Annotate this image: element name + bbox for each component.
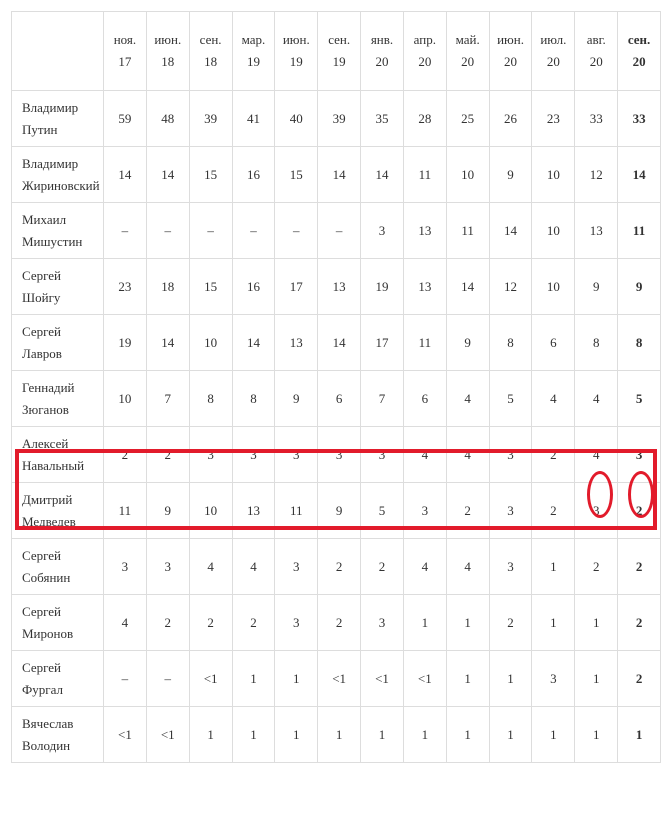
rating-value: –	[104, 203, 147, 259]
rating-value: 4	[532, 371, 575, 427]
rating-value: 4	[189, 539, 232, 595]
rating-value: 10	[532, 203, 575, 259]
rating-value: 14	[232, 315, 275, 371]
rating-value: 14	[318, 315, 361, 371]
rating-value: 9	[446, 315, 489, 371]
month-header	[318, 12, 361, 91]
person-name	[12, 203, 104, 259]
month-label: сен.	[199, 32, 222, 47]
first-name: Сергей	[22, 267, 61, 283]
month-header	[104, 12, 147, 91]
year-label: 19	[332, 54, 346, 69]
table-row	[12, 651, 661, 707]
rating-value: 1	[275, 707, 318, 763]
rating-value: –	[104, 651, 147, 707]
rating-value: 6	[318, 371, 361, 427]
rating-value: 3	[361, 595, 404, 651]
rating-value: 14	[104, 147, 147, 203]
rating-value: 4	[575, 427, 618, 483]
year-label: 20	[546, 54, 560, 69]
rating-value: 12	[489, 259, 532, 315]
first-name: Владимир	[22, 99, 79, 115]
month-label: июн.	[497, 32, 524, 47]
rating-value: –	[189, 203, 232, 259]
rating-value: 4	[446, 539, 489, 595]
rating-value: 3	[532, 651, 575, 707]
rating-value: 3	[318, 427, 361, 483]
rating-value: –	[146, 203, 189, 259]
rating-value: –	[318, 203, 361, 259]
rating-value: 10	[189, 315, 232, 371]
rating-value: 17	[361, 315, 404, 371]
table-row	[12, 539, 661, 595]
rating-value: 9	[275, 371, 318, 427]
rating-value: 2	[146, 427, 189, 483]
rating-value: 1	[232, 651, 275, 707]
year-label: 20	[632, 54, 646, 69]
rating-value: 11	[403, 147, 446, 203]
rating-value: 40	[275, 91, 318, 147]
last-name: Собянин	[22, 569, 71, 585]
rating-value: 48	[146, 91, 189, 147]
person-name	[12, 595, 104, 651]
rating-value: 1	[446, 595, 489, 651]
rating-value: 1	[446, 651, 489, 707]
year-label: 18	[161, 54, 175, 69]
rating-table	[11, 11, 661, 763]
rating-value: 4	[446, 427, 489, 483]
first-name: Вячеслав	[22, 715, 74, 731]
rating-value: 13	[403, 259, 446, 315]
last-name: Шойгу	[22, 289, 61, 305]
rating-value: 2	[489, 595, 532, 651]
rating-value: 19	[361, 259, 404, 315]
month-header	[446, 12, 489, 91]
rating-value: <1	[146, 707, 189, 763]
rating-value: 33	[575, 91, 618, 147]
rating-value: 23	[532, 91, 575, 147]
rating-value: 14	[361, 147, 404, 203]
rating-value: 5	[489, 371, 532, 427]
person-name	[12, 651, 104, 707]
rating-value: 8	[189, 371, 232, 427]
rating-value: 4	[403, 427, 446, 483]
month-label: июн.	[282, 32, 310, 47]
year-label: 18	[204, 54, 218, 69]
table-body	[12, 91, 661, 763]
rating-value: 14	[318, 147, 361, 203]
rating-value: 1	[446, 707, 489, 763]
rating-value: 10	[446, 147, 489, 203]
year-label: 20	[589, 54, 603, 69]
month-label: май.	[455, 32, 480, 47]
rating-value: 14	[489, 203, 532, 259]
year-label: 19	[289, 54, 303, 69]
rating-value: 11	[618, 203, 661, 259]
last-name: Фургал	[22, 681, 63, 697]
month-header	[489, 12, 532, 91]
month-header	[403, 12, 446, 91]
person-name	[12, 371, 104, 427]
rating-value: 2	[189, 595, 232, 651]
rating-value: <1	[403, 651, 446, 707]
year-label: 20	[375, 54, 389, 69]
rating-value: 1	[575, 707, 618, 763]
rating-value: 7	[361, 371, 404, 427]
rating-value: 1	[318, 707, 361, 763]
rating-value: –	[232, 203, 275, 259]
rating-value: 16	[232, 147, 275, 203]
rating-value: 14	[618, 147, 661, 203]
rating-value: 9	[318, 483, 361, 539]
rating-value: 2	[318, 539, 361, 595]
rating-value: 15	[189, 259, 232, 315]
rating-value: <1	[104, 707, 147, 763]
rating-value: 3	[575, 483, 618, 539]
year-label: 19	[246, 54, 260, 69]
rating-value: 2	[618, 595, 661, 651]
rating-value: 3	[275, 595, 318, 651]
rating-value: 3	[361, 203, 404, 259]
rating-value: 3	[275, 539, 318, 595]
rating-value: 13	[403, 203, 446, 259]
rating-value: 10	[532, 147, 575, 203]
last-name: Володин	[22, 737, 71, 753]
rating-value: 14	[146, 315, 189, 371]
rating-value: 9	[575, 259, 618, 315]
rating-value: 1	[575, 595, 618, 651]
rating-value: 8	[489, 315, 532, 371]
rating-value: 1	[361, 707, 404, 763]
month-label: апр.	[413, 32, 436, 47]
rating-value: 4	[232, 539, 275, 595]
rating-value: 23	[104, 259, 147, 315]
last-name: Путин	[22, 121, 58, 137]
month-label: янв.	[370, 32, 394, 47]
rating-value: 9	[618, 259, 661, 315]
month-header	[146, 12, 189, 91]
rating-value: 5	[618, 371, 661, 427]
rating-value: 2	[618, 651, 661, 707]
rating-value: 13	[575, 203, 618, 259]
rating-value: 28	[403, 91, 446, 147]
rating-value: 4	[446, 371, 489, 427]
rating-value: 5	[361, 483, 404, 539]
rating-value: 13	[232, 483, 275, 539]
month-header	[275, 12, 318, 91]
last-name: Навальный	[22, 457, 85, 473]
rating-value: 10	[104, 371, 147, 427]
table-row	[12, 315, 661, 371]
rating-value: 3	[361, 427, 404, 483]
rating-value: 14	[146, 147, 189, 203]
rating-value: 4	[104, 595, 147, 651]
header-corner	[12, 12, 104, 91]
first-name: Геннадий	[22, 379, 75, 395]
last-name: Жириновский	[22, 177, 100, 193]
rating-value: 25	[446, 91, 489, 147]
rating-value: 1	[532, 595, 575, 651]
table-row	[12, 91, 661, 147]
year-label: 17	[118, 54, 132, 69]
month-label: июл.	[540, 32, 567, 47]
rating-value: 2	[146, 595, 189, 651]
rating-value: 1	[532, 539, 575, 595]
first-name: Сергей	[22, 323, 61, 339]
rating-value: <1	[361, 651, 404, 707]
rating-value: –	[275, 203, 318, 259]
rating-value: 2	[446, 483, 489, 539]
rating-value: 11	[104, 483, 147, 539]
rating-value: 2	[104, 427, 147, 483]
table-row	[12, 595, 661, 651]
person-name	[12, 259, 104, 315]
rating-value: 3	[489, 483, 532, 539]
rating-value: 7	[146, 371, 189, 427]
rating-value: 4	[403, 539, 446, 595]
rating-value: 10	[189, 483, 232, 539]
rating-value: 1	[232, 707, 275, 763]
month-label: июн.	[154, 32, 182, 47]
month-header	[232, 12, 275, 91]
person-name	[12, 315, 104, 371]
rating-value: 15	[189, 147, 232, 203]
month-label: сен.	[627, 32, 651, 47]
rating-value: 3	[489, 539, 532, 595]
rating-value: 1	[403, 707, 446, 763]
header-row	[12, 12, 661, 91]
rating-value: 11	[446, 203, 489, 259]
rating-value: 1	[532, 707, 575, 763]
rating-value: 2	[575, 539, 618, 595]
rating-value: 35	[361, 91, 404, 147]
rating-value: 1	[189, 707, 232, 763]
first-name: Михаил	[22, 211, 67, 227]
month-label: сен.	[328, 32, 351, 47]
rating-value: 2	[232, 595, 275, 651]
rating-value: 1	[275, 651, 318, 707]
rating-value: 1	[575, 651, 618, 707]
rating-value: 4	[575, 371, 618, 427]
rating-value: <1	[189, 651, 232, 707]
rating-value: 1	[618, 707, 661, 763]
rating-value: 3	[275, 427, 318, 483]
rating-value: 15	[275, 147, 318, 203]
person-name	[12, 707, 104, 763]
rating-value: 2	[618, 483, 661, 539]
rating-value: 17	[275, 259, 318, 315]
rating-value: 19	[104, 315, 147, 371]
rating-value: 8	[232, 371, 275, 427]
rating-value: 8	[575, 315, 618, 371]
rating-value: 1	[489, 707, 532, 763]
rating-value: 2	[532, 483, 575, 539]
rating-value: 3	[489, 427, 532, 483]
rating-value: 9	[146, 483, 189, 539]
rating-value: 33	[618, 91, 661, 147]
table-row	[12, 707, 661, 763]
rating-value: 41	[232, 91, 275, 147]
rating-value: 13	[275, 315, 318, 371]
rating-value: 26	[489, 91, 532, 147]
rating-value: <1	[318, 651, 361, 707]
rating-value: 1	[489, 651, 532, 707]
rating-value: 39	[318, 91, 361, 147]
rating-value: 59	[104, 91, 147, 147]
rating-value: 3	[189, 427, 232, 483]
rating-value: 3	[146, 539, 189, 595]
rating-value: 13	[318, 259, 361, 315]
rating-value: 39	[189, 91, 232, 147]
last-name: Мишустин	[22, 233, 83, 249]
rating-value: 8	[618, 315, 661, 371]
person-name	[12, 147, 104, 203]
table-row	[12, 203, 661, 259]
rating-value: 3	[618, 427, 661, 483]
table-row	[12, 427, 661, 483]
person-name	[12, 427, 104, 483]
month-label: мар.	[241, 32, 266, 47]
rating-value: 11	[275, 483, 318, 539]
rating-value: 16	[232, 259, 275, 315]
table-row	[12, 371, 661, 427]
rating-value: 9	[489, 147, 532, 203]
rating-value: –	[146, 651, 189, 707]
month-header	[361, 12, 404, 91]
table-row	[12, 147, 661, 203]
rating-value: 14	[446, 259, 489, 315]
month-label: ноя.	[113, 32, 137, 47]
rating-value: 2	[618, 539, 661, 595]
rating-value: 10	[532, 259, 575, 315]
rating-value: 6	[532, 315, 575, 371]
first-name: Сергей	[22, 603, 61, 619]
person-name	[12, 539, 104, 595]
table-row	[12, 483, 661, 539]
month-header	[189, 12, 232, 91]
month-header	[532, 12, 575, 91]
first-name: Сергей	[22, 659, 61, 675]
rating-value: 12	[575, 147, 618, 203]
rating-value: 3	[403, 483, 446, 539]
month-header	[575, 12, 618, 91]
rating-value: 2	[318, 595, 361, 651]
rating-value: 3	[232, 427, 275, 483]
last-name: Зюганов	[22, 401, 69, 417]
rating-value: 1	[403, 595, 446, 651]
month-label: авг.	[586, 32, 606, 47]
first-name: Алексей	[22, 435, 69, 451]
year-label: 20	[461, 54, 475, 69]
rating-value: 3	[104, 539, 147, 595]
first-name: Владимир	[22, 155, 79, 171]
first-name: Дмитрий	[22, 491, 73, 507]
person-name	[12, 483, 104, 539]
rating-value: 2	[361, 539, 404, 595]
rating-value: 6	[403, 371, 446, 427]
rating-value: 18	[146, 259, 189, 315]
person-name	[12, 91, 104, 147]
year-label: 20	[504, 54, 518, 69]
last-name: Миронов	[22, 625, 74, 641]
month-header	[618, 12, 661, 91]
year-label: 20	[418, 54, 432, 69]
rating-value: 2	[532, 427, 575, 483]
last-name: Лавров	[22, 345, 62, 361]
table-row	[12, 259, 661, 315]
first-name: Сергей	[22, 547, 61, 563]
rating-value: 11	[403, 315, 446, 371]
last-name: Медведев	[22, 513, 76, 529]
